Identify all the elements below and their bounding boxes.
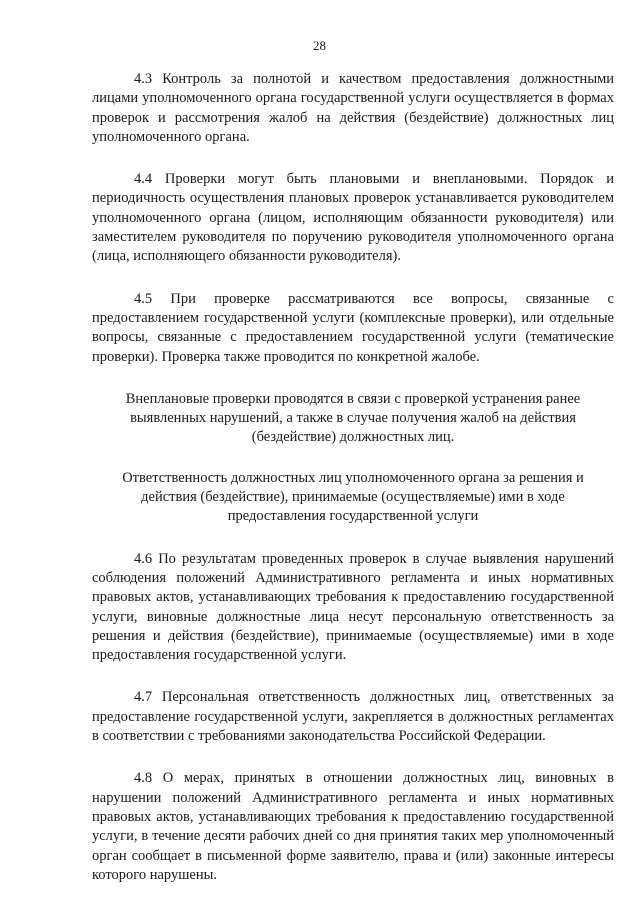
unscheduled-inspections-note: Внеплановые проверки проводятся в связи с проверкой устранения ранее выявленных нарушений, а также в случае получения жалоб на действия (бездействие) должностных лиц.	[125, 390, 581, 446]
paragraph-4-8: 4.8 О мерах, принятых в отношении должностных лиц, виновных в нарушении положений Административного регламента и иных нормативных правовых актов, устанавливающих требования к предоставлению государственной услуги, в течение десяти рабочих дней со дня принятия таких мер уполномоченный орган сообщает в письменной форме заявителю, права и (или) законные интересы которого нарушены.	[92, 770, 614, 883]
document-body	[92, 70, 614, 885]
paragraph-4-5: 4.5 При проверке рассматриваются все вопросы, связанные с предоставлением государственной услуги (комплексные проверки), или отдельные вопросы, связанные с предоставлением государственной услуги (тематические проверки). Проверка также проводится по конкретной жалобе.	[92, 290, 614, 365]
page-number: 28	[313, 38, 326, 53]
section-heading-responsibility: Ответственность должностных лиц уполномоченного органа за решения и действия (бездействие), принимаемые (осуществляемые) ими в ходе предоставления государственной услуги	[122, 469, 584, 525]
paragraph-4-4: 4.4 Проверки могут быть плановыми и внеплановыми. Порядок и периодичность осуществления плановых проверок устанавливается руководителем уполномоченного органа (лицом, исполняющим обязанности руководителя) или заместителем руководителя по поручению руководителя уполномоченного органа (лица, исполняющего обязанности руководителя).	[92, 171, 614, 265]
paragraph-4-7: 4.7 Персональная ответственность должностных лиц, ответственных за предоставление государственной услуги, закрепляется в должностных регламентах в соответствии с требованиями законодательства Российской Федерации.	[92, 689, 614, 745]
paragraph-4-6: 4.6 По результатам проведенных проверок в случае выявления нарушений соблюдения положений Административного регламента и иных нормативных правовых актов, устанавливающих требования к предоставлению государственной услуги, виновные должностные лица несут персональную ответственность за решения и действия (бездействие), принимаемые (осуществляемые) ими в ходе предоставления государственной услуги.	[92, 550, 614, 664]
paragraph-4-3: 4.3 Контроль за полнотой и качеством предоставления должностными лицами уполномоченного органа государственной услуги осуществляется в формах проверок и рассмотрения жалоб на действия (бездействие) должностных лиц уполномоченного органа.	[92, 71, 614, 145]
